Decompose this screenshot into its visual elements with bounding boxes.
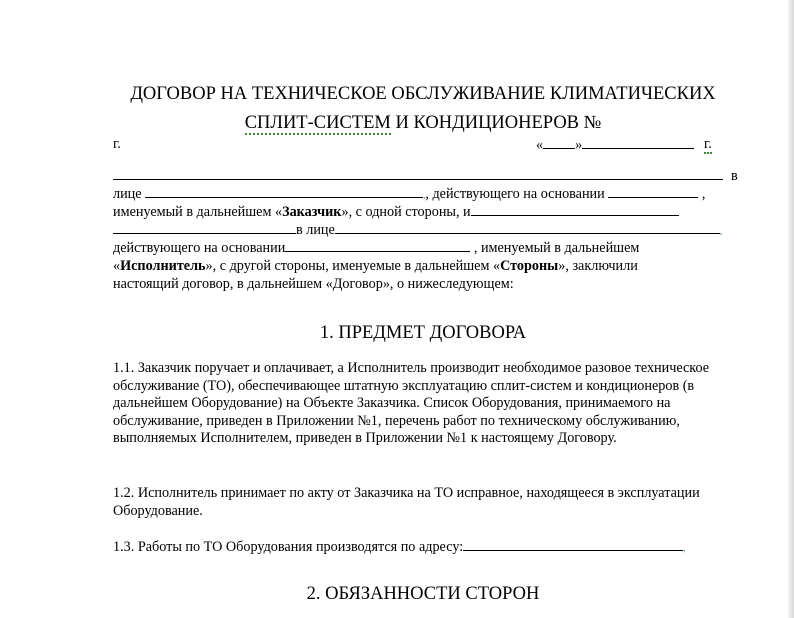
customer-role: Заказчик <box>282 204 342 220</box>
preamble-l3-c: », с одной стороны, и <box>341 204 471 220</box>
preamble-l2-c: , <box>698 186 706 202</box>
contractor-name-blank-2[interactable] <box>113 220 296 234</box>
year-text: г. <box>704 136 712 152</box>
customer-name-blank[interactable] <box>113 166 723 180</box>
spellcheck-mark-3: , <box>683 543 686 553</box>
preamble-l6-e: », заключили <box>558 258 638 274</box>
parties-term: Стороны <box>500 258 559 274</box>
preamble-l2-a: лице <box>113 186 146 202</box>
preamble-line-4 <box>113 220 722 240</box>
clause-1-2: 1.2. Исполнитель принимает по акту от Заказчика на ТО исправное, находящееся в эксплуатации Оборудование. <box>113 485 700 519</box>
preamble-l1-tail: в <box>731 168 738 184</box>
spellcheck-mark: , <box>423 190 426 200</box>
clause-1-3 <box>113 537 685 557</box>
preamble-line-7: настоящий договор, в дальнейшем «Договор», о нижеследующем: <box>113 276 514 292</box>
customer-basis-blank[interactable] <box>608 184 698 198</box>
contractor-name-blank[interactable] <box>471 202 679 216</box>
day-blank[interactable] <box>543 135 575 149</box>
contractor-basis-blank[interactable] <box>285 238 470 252</box>
preamble-l6-c: », с другой стороны, именуемые в дальнейшем « <box>205 258 501 274</box>
preamble-l2-b: , действующего на основании <box>425 186 609 202</box>
section-2-heading: 2. ОБЯЗАННОСТИ СТОРОН <box>306 584 540 604</box>
preamble-line-3 <box>113 202 679 221</box>
preamble-l3-a: именуемый в дальнейшем « <box>113 204 283 220</box>
section-1-heading: 1. ПРЕДМЕТ ДОГОВОРА <box>319 323 527 343</box>
preamble-l4-a: в лице <box>296 222 335 238</box>
preamble-l5-a: действующего на основании <box>113 240 286 256</box>
clause-1-1: 1.1. Заказчик поручает и оплачивает, а Исполнитель производит необходимое разовое техническое обслуживание (ТО), обеспечивающее штатную эксплуатацию сплит-систем и кондиционеров (в дальнейшем Оборудование) на Объекте Заказчика. Список Оборудования, принимаемого на обслуживание, приведен в Приложении №1, перечень работ по техническому обслуживанию, выполняемых Исполнителем, приведен в Приложении №1 к настоящему Договору. <box>113 360 710 447</box>
clause-1-3-text: 1.3. Работы по ТО Оборудования производятся по адресу: <box>113 539 464 555</box>
spellcheck-mark-2: , <box>719 226 723 236</box>
document-title-line-1: ДОГОВОР НА ТЕХНИЧЕСКОЕ ОБСЛУЖИВАНИЕ КЛИМАТИЧЕСКИХ <box>130 84 716 104</box>
date-field[interactable] <box>536 135 694 154</box>
month-blank[interactable] <box>582 135 694 149</box>
contractor-rep-blank[interactable] <box>335 220 723 236</box>
preamble-line-5 <box>113 238 639 257</box>
contractor-role: Исполнитель <box>120 258 206 274</box>
preamble-line-2 <box>113 184 705 204</box>
date-quote-close: » <box>575 137 583 153</box>
title-line-2-rest: И КОНДИЦИОНЕРОВ № <box>390 113 602 133</box>
preamble-line-1 <box>113 166 738 185</box>
year-label <box>704 135 712 153</box>
preamble-line-6 <box>113 257 638 275</box>
title-spellcheck-word: СПЛИТ-СИСТЕМ <box>244 113 391 133</box>
preamble-l5-b: , именуемый в дальнейшем <box>470 240 640 256</box>
document-title-line-2 <box>0 113 794 134</box>
city-label: г. <box>113 136 121 152</box>
customer-rep-blank[interactable] <box>145 184 426 200</box>
date-quote-open: « <box>536 137 544 153</box>
preamble-l6-a: « <box>113 258 121 274</box>
service-address-blank[interactable] <box>463 537 686 553</box>
